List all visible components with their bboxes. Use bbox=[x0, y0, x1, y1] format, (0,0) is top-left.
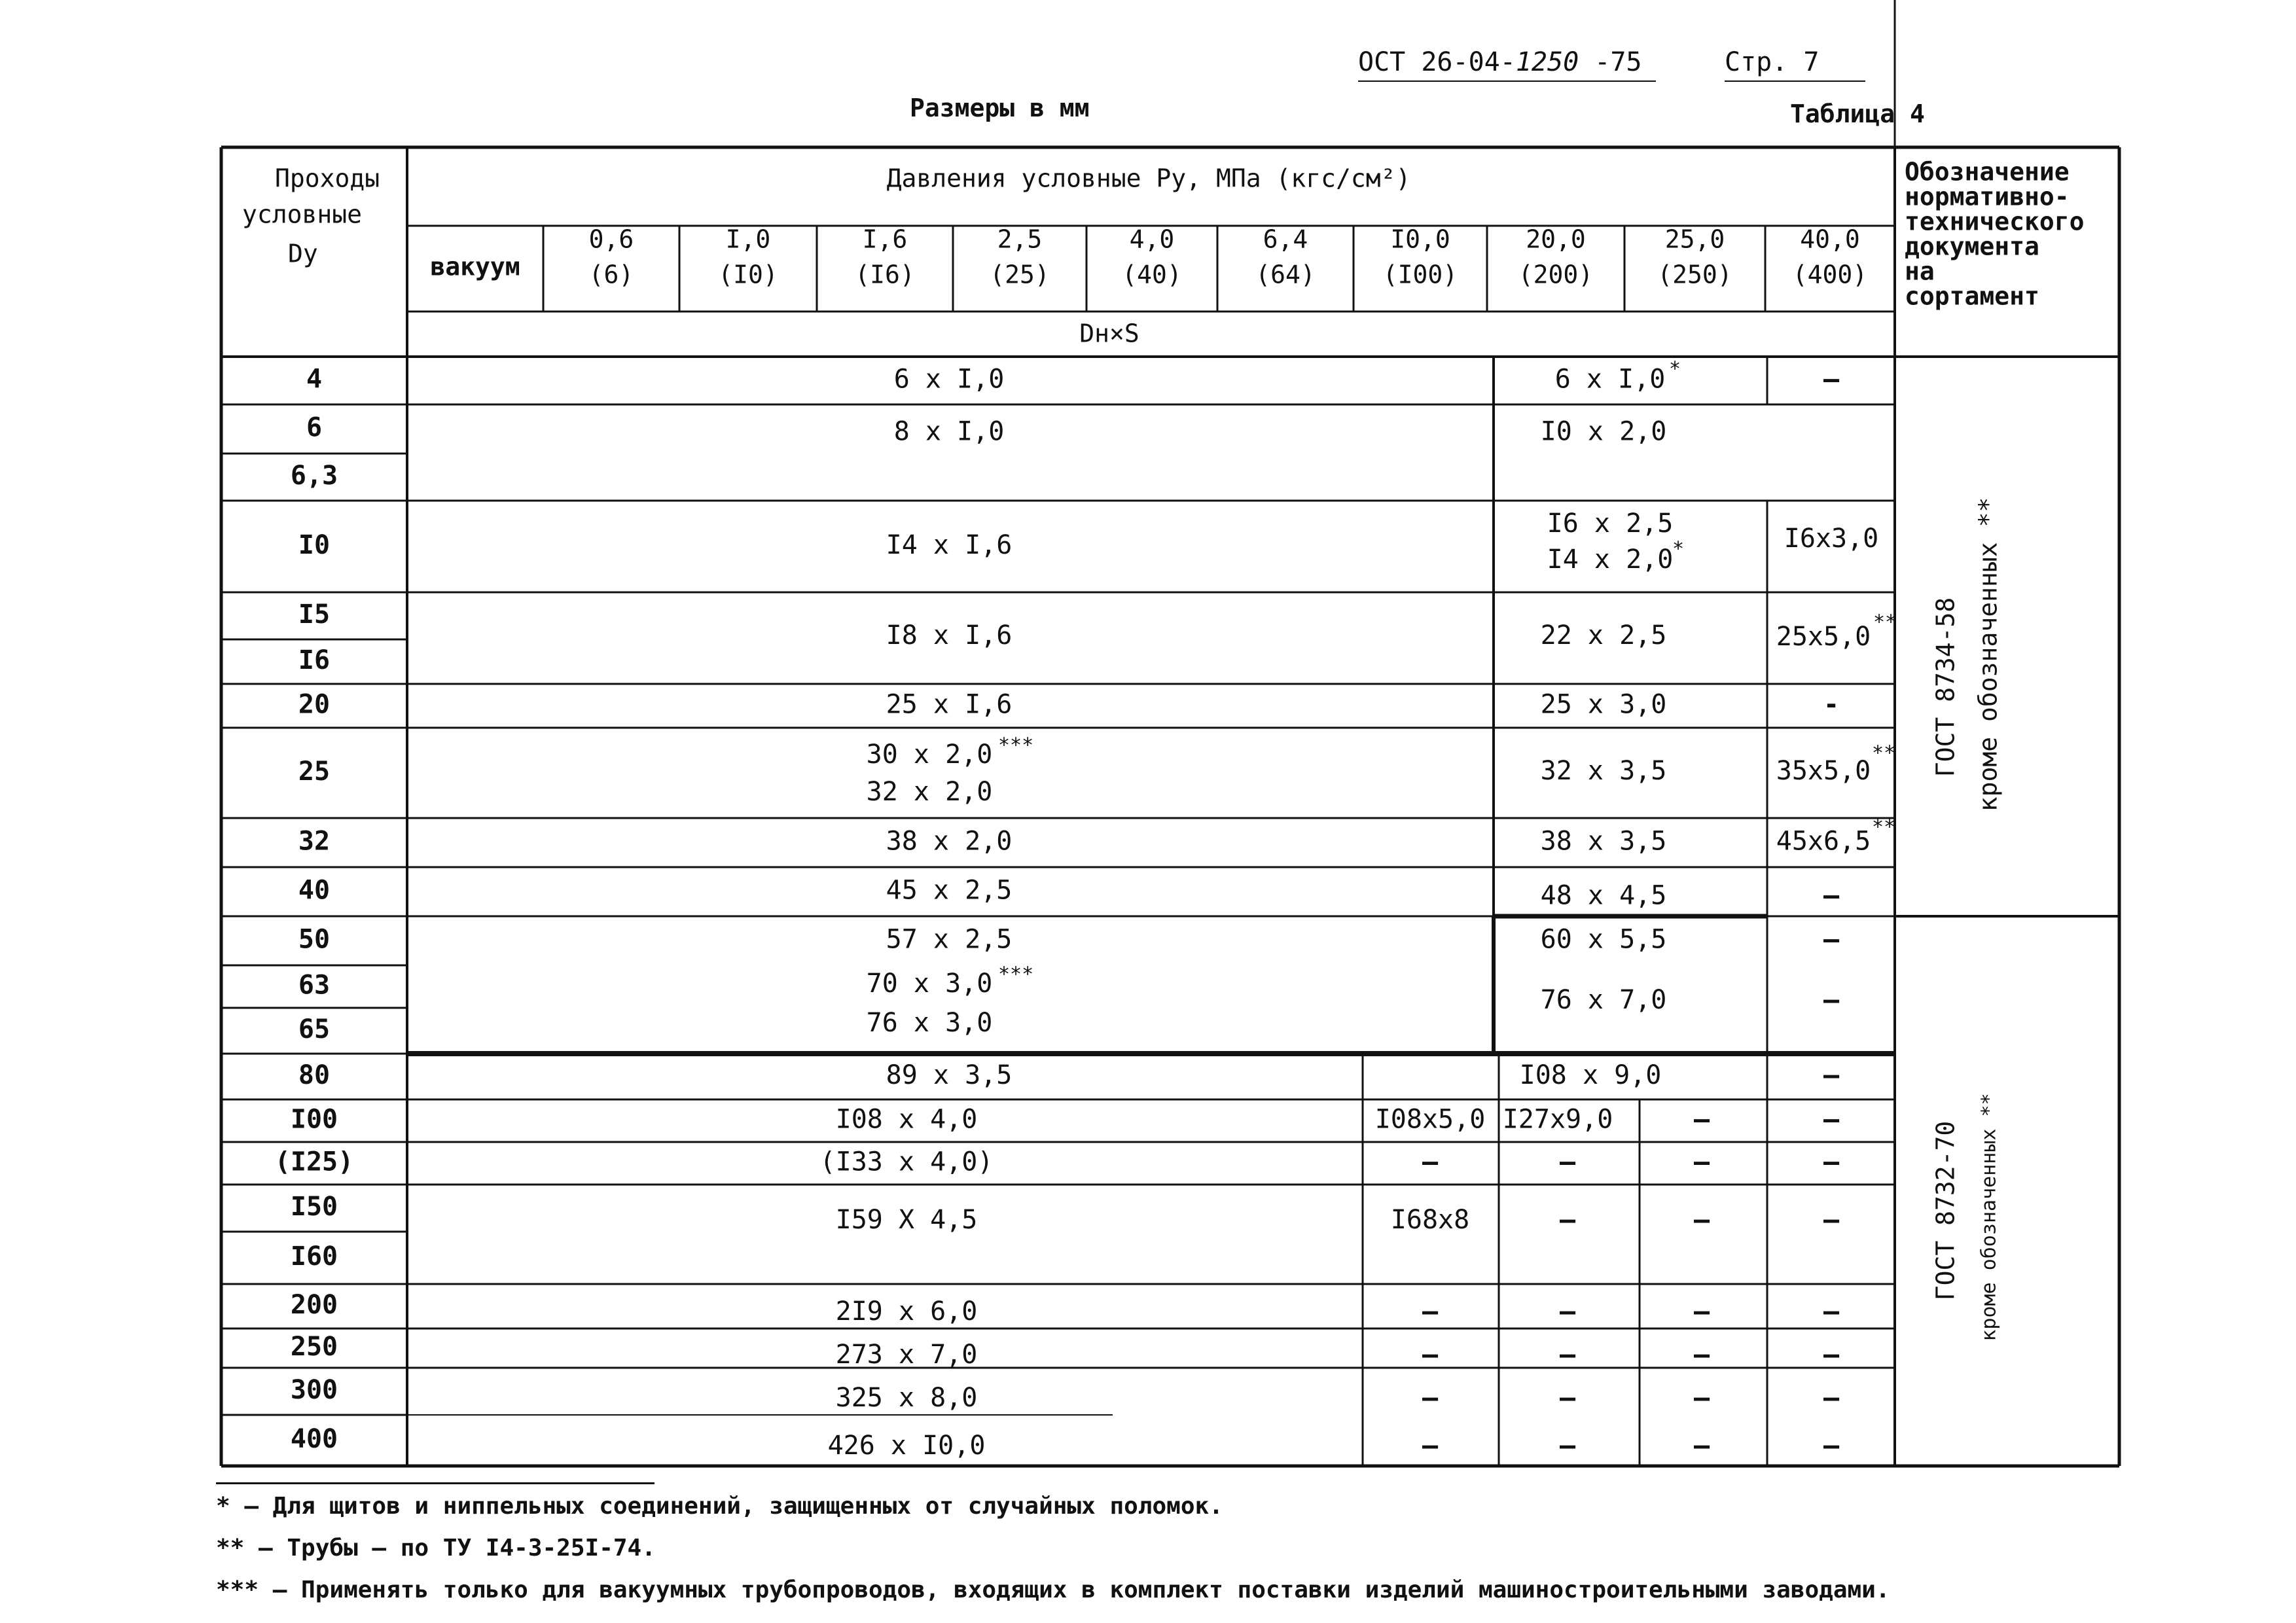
sizes-note: Размеры в мм bbox=[910, 94, 1090, 122]
cell-r50-main: 57 x 2,5 bbox=[886, 924, 1013, 955]
pressure-col-3-mpa: I,6 bbox=[862, 224, 908, 254]
standard-suffix: -75 bbox=[1579, 47, 1642, 77]
dy-1: 6 bbox=[306, 412, 323, 443]
cell-r6-hi: I0 x 2,0 bbox=[1540, 416, 1667, 447]
dy-15: (I25) bbox=[274, 1147, 354, 1177]
pressure-col-9-kgf: (250) bbox=[1657, 260, 1732, 289]
dy-header-symbol: Dу bbox=[288, 239, 318, 268]
cell-dash-2-2: – bbox=[1693, 1296, 1710, 1327]
footnote-1: * – Для щитов и ниппельных соединений, защищенных от случайных поломок. bbox=[216, 1493, 1223, 1520]
dy-4: I5 bbox=[298, 599, 331, 630]
cell-r25-hi: 32 x 3,5 bbox=[1540, 756, 1667, 786]
doc-header-line-3: технического bbox=[1905, 207, 2085, 236]
dn-s-label: Dн×S bbox=[1079, 319, 1139, 348]
dy-8: 32 bbox=[298, 826, 331, 857]
pressure-col-1-kgf: (6) bbox=[588, 260, 634, 289]
cell-r20-last: - bbox=[1823, 689, 1840, 720]
cell-r63-main1: 70 x 3,0 bbox=[866, 969, 993, 999]
cell-r10-hi2-mark: * bbox=[1672, 537, 1685, 561]
cell-r25-last-mark: ** bbox=[1872, 741, 1896, 765]
dy-18: 200 bbox=[290, 1290, 338, 1320]
cell-r15-hi: 22 x 2,5 bbox=[1540, 620, 1667, 651]
dy-13: 80 bbox=[298, 1060, 331, 1090]
cell-r15-main: I8 x I,6 bbox=[886, 620, 1013, 651]
cell-r100-c10: I08x5,0 bbox=[1374, 1104, 1486, 1135]
cell-dash-3-3: – bbox=[1823, 1340, 1840, 1370]
cell-r63-main2: 76 x 3,0 bbox=[866, 1008, 993, 1038]
footnote-2: ** – Трубы – по ТУ I4-3-25I-74. bbox=[216, 1535, 656, 1561]
pressure-col-8-kgf: (200) bbox=[1518, 260, 1594, 289]
cell-dash-2-1: – bbox=[1559, 1296, 1576, 1327]
cell-dash-1-1: – bbox=[1693, 1205, 1710, 1235]
pressure-col-9-mpa: 25,0 bbox=[1664, 224, 1725, 254]
dy-header-line2: условные bbox=[242, 200, 363, 229]
cell-r250-main: 273 x 7,0 bbox=[835, 1340, 978, 1370]
cell-r32-hi: 38 x 3,5 bbox=[1540, 826, 1667, 857]
dy-7: 25 bbox=[298, 757, 331, 787]
cell-r15-last: 25x5,0 bbox=[1776, 622, 1871, 652]
cell-r100-c20: I27x9,0 bbox=[1502, 1104, 1613, 1135]
cell-dash-5-1: – bbox=[1559, 1431, 1576, 1461]
cell-r63-hi: 76 x 7,0 bbox=[1540, 985, 1667, 1015]
dy-9: 40 bbox=[298, 875, 331, 906]
dy-2: 6,3 bbox=[290, 461, 338, 491]
dy-14: I00 bbox=[290, 1104, 338, 1135]
cell-r4-hi: 6 x I,0 bbox=[1554, 364, 1666, 395]
cell-dash-4-0: – bbox=[1422, 1383, 1439, 1413]
cell-r80-hi: I08 x 9,0 bbox=[1519, 1060, 1662, 1090]
pressure-col-6-mpa: 6,4 bbox=[1263, 224, 1308, 254]
cell-r32-main: 38 x 2,0 bbox=[886, 826, 1013, 857]
cell-r100-c25: – bbox=[1693, 1104, 1710, 1135]
cell-dash-1-0: – bbox=[1559, 1205, 1576, 1235]
cell-dash-4-2: – bbox=[1693, 1383, 1710, 1413]
cell-r40-hi: 48 x 4,5 bbox=[1540, 880, 1667, 911]
pressure-col-5-mpa: 4,0 bbox=[1129, 224, 1175, 254]
cell-dash-5-2: – bbox=[1693, 1431, 1710, 1461]
dy-5: I6 bbox=[298, 645, 331, 675]
doc-header-line-1: Обозначение bbox=[1905, 157, 2070, 187]
dy-16: I50 bbox=[290, 1192, 338, 1222]
cell-dash-2-0: – bbox=[1422, 1296, 1439, 1327]
cell-r25-main2: 32 x 2,0 bbox=[866, 777, 993, 807]
dy-3: I0 bbox=[298, 530, 331, 560]
cell-r100-main: I08 x 4,0 bbox=[835, 1104, 978, 1135]
pressure-col-7-kgf: (I00) bbox=[1382, 260, 1458, 289]
cell-dash-4-1: – bbox=[1559, 1383, 1576, 1413]
cell-r4-hi-mark: * bbox=[1669, 357, 1681, 381]
cell-r50-last: – bbox=[1823, 924, 1840, 955]
pressure-col-7-mpa: I0,0 bbox=[1390, 224, 1450, 254]
cell-dash-1-2: – bbox=[1823, 1205, 1840, 1235]
dy-19: 250 bbox=[290, 1332, 338, 1362]
cell-dash-0-2: – bbox=[1693, 1147, 1710, 1177]
cell-dash-5-0: – bbox=[1422, 1431, 1439, 1461]
doc-gost-8734-note: кроме обозначенных ** bbox=[1973, 497, 2003, 812]
cell-r10-hi1: I6 x 2,5 bbox=[1547, 508, 1674, 539]
cell-r25-main1-mark: *** bbox=[998, 734, 1034, 757]
cell-r100-c40: – bbox=[1823, 1104, 1840, 1135]
pressure-col-4-kgf: (25) bbox=[990, 260, 1050, 289]
cell-r40-last: – bbox=[1823, 880, 1840, 911]
footnote-3: *** – Применять только для вакуумных трубопроводов, входящих в комплект поставки изделий машиностроительными заводами. bbox=[216, 1577, 1890, 1603]
footnotes bbox=[216, 1486, 1890, 1611]
dy-6: 20 bbox=[298, 689, 331, 720]
cell-r20-main: 25 x I,6 bbox=[886, 689, 1013, 720]
doc-gost-8732-note: кроме обозначенных ** bbox=[1977, 1093, 2001, 1342]
cell-r4-last: – bbox=[1823, 364, 1840, 395]
cell-r4-main: 6 x I,0 bbox=[893, 364, 1005, 395]
cell-dash-2-3: – bbox=[1823, 1296, 1840, 1327]
cell-dash-3-0: – bbox=[1422, 1340, 1439, 1370]
doc-header-line-5: на bbox=[1905, 257, 1935, 286]
pressure-col-6-kgf: (64) bbox=[1255, 260, 1316, 289]
pressure-col-1-mpa: 0,6 bbox=[588, 224, 634, 254]
pressure-col-10-kgf: (400) bbox=[1792, 260, 1868, 289]
cell-r300-main: 325 x 8,0 bbox=[835, 1383, 978, 1413]
pressure-col-5-kgf: (40) bbox=[1122, 260, 1182, 289]
doc-header-line-6: сортамент bbox=[1905, 281, 2039, 311]
cell-dash-0-0: – bbox=[1422, 1147, 1439, 1177]
doc-gost-8732: ГОСТ 8732-70 bbox=[1931, 1120, 1960, 1301]
cell-r125-main: (I33 x 4,0) bbox=[819, 1147, 994, 1177]
dy-17: I60 bbox=[290, 1241, 338, 1272]
cell-dash-4-3: – bbox=[1823, 1383, 1840, 1413]
cell-dash-5-3: – bbox=[1823, 1431, 1840, 1461]
cell-r150-main: I59 X 4,5 bbox=[835, 1205, 978, 1235]
dy-21: 400 bbox=[290, 1424, 338, 1454]
dy-10: 50 bbox=[298, 924, 331, 955]
cell-r400-main: 426 x I0,0 bbox=[827, 1431, 986, 1461]
cell-dash-0-3: – bbox=[1823, 1147, 1840, 1177]
cell-r10-last: I6x3,0 bbox=[1784, 524, 1879, 554]
page-number: Стр. 7 bbox=[1725, 47, 1820, 77]
pressure-header: Давления условные Ру, МПа (кгс/см²) bbox=[886, 164, 1411, 193]
cell-r32-last-mark: ** bbox=[1872, 815, 1896, 839]
pressure-col-2-kgf: (I0) bbox=[718, 260, 778, 289]
cell-r15-last-mark: ** bbox=[1873, 611, 1897, 634]
cell-r150-c10: I68x8 bbox=[1390, 1205, 1470, 1235]
pressure-col-3-kgf: (I6) bbox=[855, 260, 915, 289]
doc-gost-8734: ГОСТ 8734-58 bbox=[1931, 597, 1960, 777]
standard-prefix: ОСТ 26-04- bbox=[1358, 47, 1516, 77]
table-label: Таблица 4 bbox=[1790, 99, 1925, 128]
footnote-rule bbox=[216, 1482, 655, 1484]
dy-20: 300 bbox=[290, 1375, 338, 1405]
cell-dash-3-1: – bbox=[1559, 1340, 1576, 1370]
doc-header-line-4: документа bbox=[1905, 232, 2039, 261]
cell-dash-3-2: – bbox=[1693, 1340, 1710, 1370]
cell-r6-main: 8 x I,0 bbox=[893, 416, 1005, 447]
cell-r63-main1-mark: *** bbox=[998, 963, 1034, 986]
pressure-col-10-mpa: 40,0 bbox=[1800, 224, 1860, 254]
cell-r10-main: I4 x I,6 bbox=[886, 530, 1013, 560]
cell-r200-main: 2I9 x 6,0 bbox=[835, 1296, 978, 1327]
cell-r20-hi: 25 x 3,0 bbox=[1540, 689, 1667, 720]
doc-header-line-2: нормативно- bbox=[1905, 182, 2070, 211]
dy-12: 65 bbox=[298, 1014, 331, 1044]
cell-r32-last: 45x6,5 bbox=[1776, 826, 1871, 857]
pressure-col-2-mpa: I,0 bbox=[725, 224, 771, 254]
cell-r25-last: 35x5,0 bbox=[1776, 756, 1871, 786]
cell-r10-hi2: I4 x 2,0 bbox=[1547, 544, 1674, 575]
cell-r40-main: 45 x 2,5 bbox=[886, 875, 1013, 906]
pressure-col-4-mpa: 2,5 bbox=[997, 224, 1043, 254]
cell-dash-0-1: – bbox=[1559, 1147, 1576, 1177]
cell-r25-main1: 30 x 2,0 bbox=[866, 740, 993, 770]
dy-header-line1: Проходы bbox=[275, 164, 380, 193]
pressure-col-0: вакуум bbox=[430, 252, 520, 281]
cell-r63-last: – bbox=[1823, 985, 1840, 1015]
cell-r80-main: 89 x 3,5 bbox=[886, 1060, 1013, 1090]
cell-r80-last: – bbox=[1823, 1060, 1840, 1090]
cell-r50-hi: 60 x 5,5 bbox=[1540, 924, 1667, 955]
pressure-col-8-mpa: 20,0 bbox=[1526, 224, 1586, 254]
dy-0: 4 bbox=[306, 364, 323, 395]
dy-11: 63 bbox=[298, 970, 331, 1001]
standard-number: 1250 bbox=[1515, 47, 1579, 77]
